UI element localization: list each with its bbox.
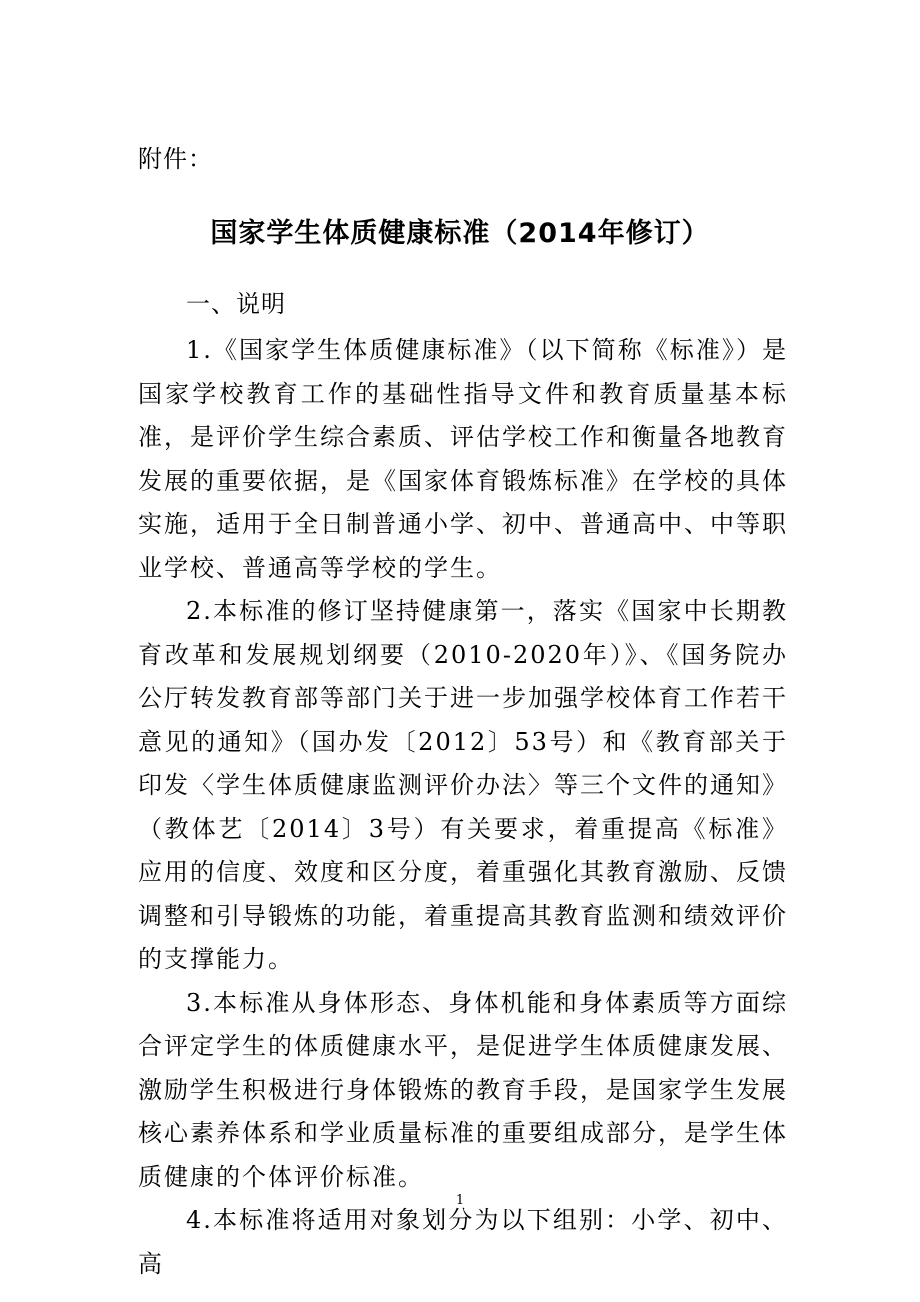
- paragraph-1: 1.《国家学生体质健康标准》（以下简称《标准》）是国家学校教育工作的基础性指导文件和教育质量基本标准，是评价学生综合素质、评估学校工作和衡量各地教育发展的重要依据，是《国家体育锻炼标准》在学校的具体实施，适用于全日制普通小学、初中、普通高中、中等职业学校、普通高等学校的学生。: [138, 336, 788, 582]
- attachment-label: 附件：: [138, 145, 213, 173]
- paragraph-2: 2.本标准的修订坚持健康第一，落实《国家中长期教育改革和发展规划纲要（2010-2020年）》、《国务院办公厅转发教育部等部门关于进一步加强学校体育工作若干意见的通知》（国办发〔2012〕53号）和《教育部关于印发〈学生体质健康监测评价办法〉等三个文件的通知》（教体艺〔2014〕3号）有关要求，着重提高《标准》应用的信度、效度和区分度，着重强化其教育激励、反馈调整和引导锻炼的功能，着重提高其教育监测和绩效评价的支撑能力。: [138, 597, 788, 973]
- document-title: 国家学生体质健康标准（2014年修订）: [210, 218, 710, 249]
- paragraph-4: 4.本标准将适用对象划分为以下组别：小学、初中、高: [138, 1206, 788, 1278]
- paragraph-3: 3.本标准从身体形态、身体机能和身体素质等方面综合评定学生的体质健康水平，是促进学生体质健康发展、激励学生积极进行身体锻炼的教育手段，是国家学生发展核心素养体系和学业质量标准的重要组成部分，是学生体质健康的个体评价标准。: [138, 988, 788, 1191]
- page-number: 1: [455, 1193, 465, 1208]
- body-text: [138, 329, 788, 1286]
- section-heading: 一、说明: [186, 290, 286, 318]
